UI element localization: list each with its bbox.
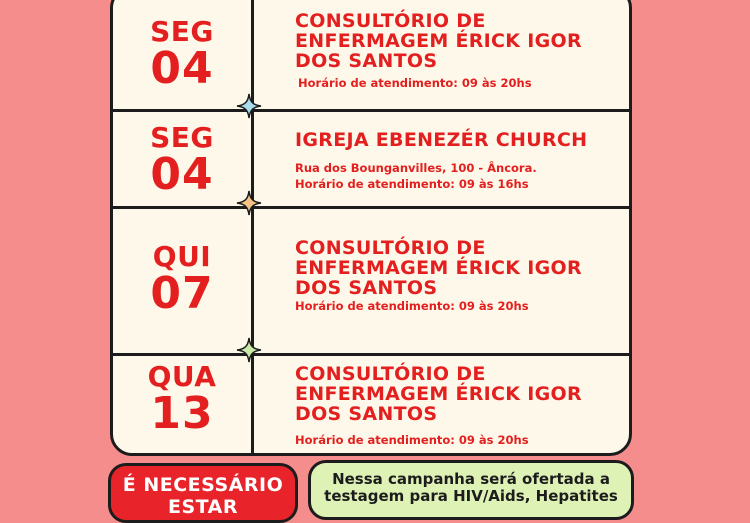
- event-title-line: CONSULTÓRIO DE: [295, 363, 486, 385]
- event-title-line: CONSULTÓRIO DE: [295, 237, 486, 259]
- row-divider: [113, 353, 629, 356]
- event-title-line: IGREJA EBENEZÉR CHURCH: [295, 129, 588, 151]
- event-title-line: ENFERMAGEM ÉRICK IGOR: [295, 30, 582, 52]
- column-divider: [251, 0, 254, 453]
- sparkle-star-icon: [236, 190, 262, 216]
- day-number: 04: [150, 149, 214, 200]
- event-info: [295, 11, 625, 91]
- badge-text-line: Nessa campanha será ofertada a: [332, 470, 610, 488]
- event-title-line: ENFERMAGEM ÉRICK IGOR: [295, 383, 582, 405]
- weekday-label: QUA: [147, 360, 217, 393]
- campaign-info-badge: [308, 460, 634, 520]
- event-title-line: ENFERMAGEM ÉRICK IGOR: [295, 257, 582, 279]
- row-divider: [113, 206, 629, 209]
- event-title-line: DOS SANTOS: [295, 50, 438, 72]
- event-info: [295, 364, 625, 448]
- badge-text-line: testagem para HIV/Aids, Hepatites: [324, 487, 618, 505]
- event-title-line: DOS SANTOS: [295, 403, 438, 425]
- opening-hours: Horário de atendimento: 09 às 20hs: [295, 299, 529, 313]
- opening-hours: Horário de atendimento: 09 às 20hs: [298, 76, 532, 90]
- row-divider: [113, 109, 629, 112]
- opening-hours: Horário de atendimento: 09 às 16hs: [295, 177, 529, 191]
- event-title-line: DOS SANTOS: [295, 277, 438, 299]
- day-number: 04: [150, 43, 214, 94]
- date-qui-07: [113, 240, 251, 319]
- weekday-label: SEG: [150, 121, 214, 154]
- badge-text-line: ESTAR: [168, 496, 238, 518]
- day-number: 13: [150, 388, 214, 439]
- event-info: [295, 238, 625, 314]
- event-address: Rua dos Bounganvilles, 100 - Âncora.: [295, 161, 537, 175]
- schedule-card: [110, 0, 632, 456]
- weekday-label: QUI: [152, 240, 212, 273]
- sparkle-star-icon: [236, 93, 262, 119]
- event-title-line: CONSULTÓRIO DE: [295, 10, 486, 32]
- sparkle-star-icon: [236, 337, 262, 363]
- badge-text-line: É NECESSÁRIO: [122, 474, 284, 496]
- day-number: 07: [150, 268, 214, 319]
- date-seg-04: [113, 15, 251, 94]
- opening-hours: Horário de atendimento: 09 às 20hs: [295, 433, 529, 447]
- date-qua-13: [113, 360, 251, 439]
- event-info: [295, 130, 625, 192]
- weekday-label: SEG: [150, 15, 214, 48]
- date-seg-04: [113, 121, 251, 200]
- requirement-badge: [108, 463, 298, 523]
